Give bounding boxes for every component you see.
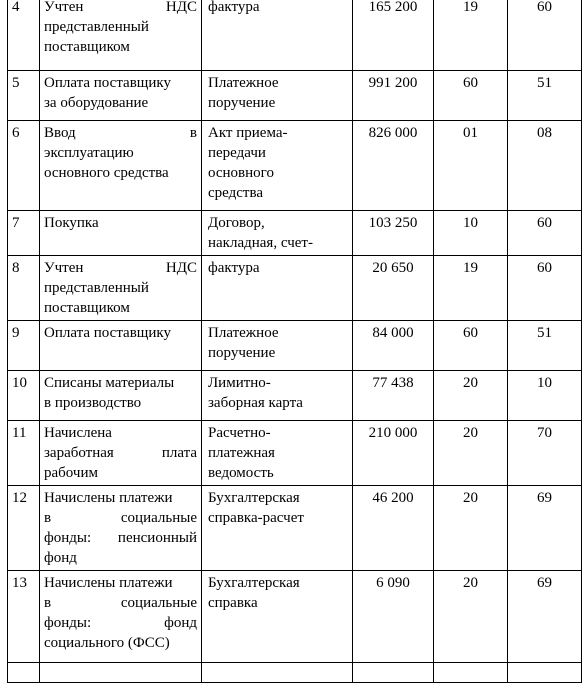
credit-account-cell: 60: [508, 256, 582, 321]
operation-line: в производство: [44, 395, 142, 411]
table-row: [8, 571, 582, 663]
credit-account-cell: 51: [508, 321, 582, 371]
operation-cell: [40, 321, 202, 371]
document-line: передачи: [208, 145, 266, 161]
journal-table-body: [8, 0, 582, 683]
row-number: 13: [8, 571, 40, 663]
amount-cell: 165 200: [353, 0, 434, 71]
table-row: [8, 371, 582, 421]
operation-cell: [40, 371, 202, 421]
credit-account-cell: 60: [508, 0, 582, 71]
document-line: Платежное: [208, 325, 279, 341]
amount-cell: 103 250: [353, 211, 434, 256]
credit-account-cell: 60: [508, 211, 582, 256]
row-number: 10: [8, 371, 40, 421]
operation-cell: [40, 71, 202, 121]
document-cell: [202, 121, 353, 211]
document-line: фактура: [208, 260, 260, 276]
document-line: Бухгалтерская: [208, 490, 300, 506]
table-row: [8, 211, 582, 256]
operation-line: Начислены платежи: [44, 575, 173, 591]
document-line: заборная карта: [208, 395, 303, 411]
operation-line: поставщиком: [44, 39, 130, 55]
document-line: ведомость: [208, 465, 274, 481]
credit-account-cell: 70: [508, 421, 582, 486]
amount-cell: 46 200: [353, 486, 434, 571]
operation-line: за оборудование: [44, 95, 149, 111]
document-cell: [202, 256, 353, 321]
operation-line: поставщиком: [44, 300, 130, 316]
document-line: Платежное: [208, 75, 279, 91]
debit-account-cell: 20: [434, 371, 508, 421]
document-line: фактура: [208, 0, 260, 15]
operation-line: фонды: пенсионный: [44, 530, 197, 546]
table-row: [8, 256, 582, 321]
amount-cell: 6 090: [353, 571, 434, 663]
amount-cell: 991 200: [353, 71, 434, 121]
document-line: Договор,: [208, 215, 265, 231]
table-row: [8, 421, 582, 486]
document-line: поручение: [208, 95, 276, 111]
credit-account-cell: 69: [508, 486, 582, 571]
document-cell: [202, 571, 353, 663]
operation-line: Учтен НДС: [44, 0, 197, 15]
document-cell: [202, 486, 353, 571]
document-cell: [202, 0, 353, 71]
table-row: [8, 486, 582, 571]
operation-cell: [40, 571, 202, 663]
operation-line: Покупка: [44, 215, 99, 231]
credit-account-cell: 69: [508, 571, 582, 663]
row-number: 5: [8, 71, 40, 121]
document-line: Расчетно-: [208, 425, 271, 441]
table-row: [8, 321, 582, 371]
operation-line: Оплата поставщику: [44, 75, 171, 91]
operation-line: рабочим: [44, 465, 98, 481]
journal-table: [7, 0, 582, 683]
document-cell: [202, 421, 353, 486]
operation-cell: [40, 0, 202, 71]
debit-account-cell: 20: [434, 421, 508, 486]
operation-line: фонды: фонд: [44, 615, 197, 631]
operation-line: эксплуатацию: [44, 145, 134, 161]
document-line: средства: [208, 185, 264, 201]
row-number: 11: [8, 421, 40, 486]
document-cell: [202, 211, 353, 256]
document-line: основного: [208, 165, 274, 181]
row-number: 7: [8, 211, 40, 256]
credit-account-cell: 10: [508, 371, 582, 421]
document-line: платежная: [208, 445, 275, 461]
row-number: 8: [8, 256, 40, 321]
table-row: [8, 71, 582, 121]
operation-line: Начислены платежи: [44, 490, 173, 506]
operation-line: представленный: [44, 280, 149, 296]
document-line: справка: [208, 595, 258, 611]
debit-account-cell: 20: [434, 571, 508, 663]
operation-line: основного средства: [44, 165, 169, 181]
document-line: накладная, счет-: [208, 235, 313, 251]
row-number: 9: [8, 321, 40, 371]
operation-line: Оплата поставщику: [44, 325, 171, 341]
row-number: 12: [8, 486, 40, 571]
debit-account-cell: 60: [434, 71, 508, 121]
debit-account-cell: 01: [434, 121, 508, 211]
debit-account-cell: 19: [434, 256, 508, 321]
operation-line: заработная плата: [44, 445, 197, 461]
document-cell: [202, 371, 353, 421]
document-cell: [202, 321, 353, 371]
document-line: Акт приема-: [208, 125, 288, 141]
operation-cell: [40, 211, 202, 256]
document-line: справка-расчет: [208, 510, 304, 526]
debit-account-cell: 19: [434, 0, 508, 71]
operation-line: Ввод в: [44, 125, 197, 141]
amount-cell: 210 000: [353, 421, 434, 486]
operation-line: в социальные: [44, 595, 197, 611]
operation-line: в социальные: [44, 510, 197, 526]
amount-cell: 826 000: [353, 121, 434, 211]
debit-account-cell: 20: [434, 486, 508, 571]
operation-cell: [40, 121, 202, 211]
operation-line: социального (ФСС): [44, 635, 170, 651]
row-number: 6: [8, 121, 40, 211]
operation-cell: [40, 421, 202, 486]
operation-line: Учтен НДС: [44, 260, 197, 276]
credit-account-cell: 51: [508, 71, 582, 121]
operation-cell: [40, 486, 202, 571]
table-row: [8, 0, 582, 71]
debit-account-cell: 10: [434, 211, 508, 256]
amount-cell: 77 438: [353, 371, 434, 421]
document-line: Бухгалтерская: [208, 575, 300, 591]
operation-line: фонд: [44, 550, 77, 566]
table-row: [8, 121, 582, 211]
operation-cell: [40, 256, 202, 321]
credit-account-cell: 08: [508, 121, 582, 211]
amount-cell: 20 650: [353, 256, 434, 321]
operation-line: Списаны материалы: [44, 375, 175, 391]
document-line: Лимитно-: [208, 375, 271, 391]
row-number: 4: [8, 0, 40, 71]
operation-line: Начислена: [44, 425, 112, 441]
document-cell: [202, 71, 353, 121]
operation-line: представленный: [44, 19, 149, 35]
document-line: поручение: [208, 345, 276, 361]
amount-cell: 84 000: [353, 321, 434, 371]
debit-account-cell: 60: [434, 321, 508, 371]
